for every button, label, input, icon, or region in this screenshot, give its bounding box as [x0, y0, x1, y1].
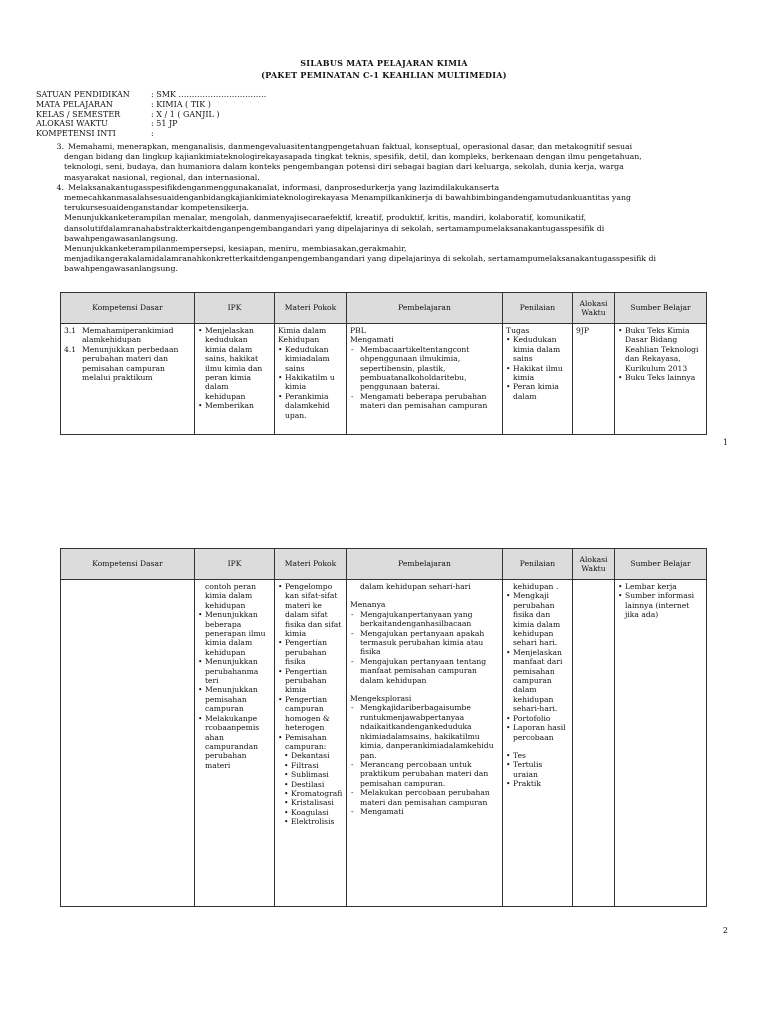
info-label: KOMPETENSI INTI: [36, 129, 116, 139]
list-item: • Melakukanpe rcobaanpemis ahan campurandan perubahan materi: [198, 714, 271, 770]
list-item: • Menunjukkan perubahanma teri: [198, 657, 271, 685]
cell-alokasi: 9JP: [573, 324, 615, 435]
list-item: • Filtrasi: [284, 761, 343, 770]
continued-text: kehidupan .: [513, 582, 559, 591]
ki-line: Memahami, menerapkan, menganalisis, danmengevaluasitentangpengetahuan faktual, konseptual, operasional dasar, dan metakognitif sesuai: [68, 142, 633, 151]
list-item: • Memberikan: [198, 401, 271, 410]
col-header-kd: Kompetensi Dasar: [61, 293, 195, 324]
info-row: [36, 90, 266, 100]
ki-line: Menunjukkanketerampilanmempersepsi, kesiapan, meniru, membiasakan,gerakmahir,: [64, 244, 407, 254]
materi-heading: Kimia dalam Kehidupan: [278, 326, 327, 345]
ki-line: masyarakat nasional, regional, dan internasional.: [64, 172, 260, 182]
model-label: PBL: [350, 326, 366, 335]
ki-line: menjadikangerakalamidalamranahkonkretterkaitdenganpengembangandari yang dipelajarinya di sekolah, sertamampumelaksanakantugasspesifik di: [64, 254, 656, 264]
list-item: • Elektrolisis: [284, 817, 343, 826]
syllabus-table: [60, 292, 707, 435]
cell-pembelajaran: [347, 580, 503, 907]
cell-materi: [275, 580, 347, 907]
col-header-sumber: Sumber Belajar: [615, 293, 707, 324]
list-item: • Menjelaskan manfaat dari pemisahan campuran dalam kehidupan sehari-hari.: [506, 648, 569, 714]
info-value: : 51 JP: [151, 119, 178, 129]
kd-number: 4.1: [64, 344, 77, 354]
list-item: • Hakikatilm u kimia: [278, 373, 343, 392]
cell-kd: [61, 580, 195, 907]
cell-ipk: [195, 580, 275, 907]
document-page-2: [0, 470, 768, 1024]
list-item: • Kedudukan kimia dalam sains: [506, 335, 569, 363]
cell-penilaian: [503, 580, 573, 907]
kd-text: Memahamiperankimiad alamkehidupan: [82, 326, 174, 345]
info-label: KELAS / SEMESTER: [36, 109, 121, 119]
col-header-materi: Materi Pokok: [275, 549, 347, 580]
kd-number: 3.1: [64, 326, 77, 335]
col-header-penilaian: Penilaian: [503, 549, 573, 580]
list-item: • Sumber informasi lainnya (internet jika ada): [618, 591, 703, 619]
ki-line: Melaksanakantugasspesifikdenganmenggunakanalat, informasi, danprosedurkerja yang lazimdilakukanserta: [68, 182, 500, 192]
col-header-ipk: IPK: [195, 549, 275, 580]
document-page-1: [0, 0, 768, 460]
col-header-penilaian: Penilaian: [503, 293, 573, 324]
cell-ipk: [195, 324, 275, 435]
list-item: • Kristalisasi: [284, 798, 343, 807]
cell-penilaian: [503, 324, 573, 435]
list-item: • Mengkaji perubahan fisika dan kimia dalam kehidupan sehari hari.: [506, 591, 569, 647]
info-value: : KIMIA ( TIK ): [151, 99, 211, 109]
continued-text: dalam kehidupan sehari-hari: [360, 582, 471, 591]
list-item: • Tes: [506, 751, 569, 760]
document-subtitle: (PAKET PEMINATAN C-1 KEAHLIAN MULTIMEDIA): [261, 70, 507, 80]
list-item: • Portofolio: [506, 714, 569, 723]
col-header-ipk: IPK: [195, 293, 275, 324]
info-label: ALOKASI WAKTU: [36, 119, 108, 129]
list-item: • Pengertian perubahan fisika: [278, 638, 343, 666]
ki-item-4: [36, 183, 736, 193]
list-item: • Lembar kerja: [618, 582, 703, 591]
table-row: [61, 580, 707, 907]
page-number: 2: [722, 926, 728, 935]
list-item: • Pemisahan campuran:: [278, 733, 343, 752]
ki-line: dengan bidang dan lingkup kajiankimiateknologirekayasapada tingkat teknis, spesifik, detil, dan kompleks, berkenaan dengan ilmu pengetahuan,: [64, 152, 642, 162]
table-row: [61, 324, 707, 435]
step-label: Mengeksplorasi: [350, 694, 412, 704]
list-item: • Sublimasi: [284, 770, 343, 779]
list-item: - Melakukan percobaan perubahan materi dan pemisahan campuran: [350, 788, 499, 807]
ki-line: Menunjukkanketerampilan menalar, mengolah, danmenyajisecaraefektif, kreatif, produktif, kritis, mandiri, kolaboratif, komunikatif,: [64, 213, 587, 223]
page-number: 1: [722, 438, 728, 447]
list-item: • Pengelompo kan sifat-sifat materi ke dalam sifat fisika dan sifat kimia: [278, 582, 343, 638]
info-row: [36, 110, 266, 120]
col-header-pembelajaran: Pembelajaran: [347, 549, 503, 580]
list-item: • Kromatografi: [284, 789, 343, 798]
list-item: - Mengamati beberapa perubahan materi dan pemisahan campuran: [350, 392, 499, 411]
list-item: - Membacaartikeltentangcont ohpenggunaan ilmukimia, sepertibensin, plastik, pembuatanalkoholdaritebu, penggunaan baterai.: [350, 345, 499, 392]
list-item: • Dekantasi: [284, 751, 343, 760]
info-row: [36, 119, 266, 129]
info-label: SATUAN PENDIDIKAN: [36, 90, 130, 99]
cell-materi: [275, 324, 347, 435]
list-item: - Merancang percobaan untuk praktikum perubahan materi dan pemisahan campuran.: [350, 760, 499, 788]
kd-text: Menunjukkan perbedaan perubahan materi dan pemisahan campuran melalui praktikum: [82, 344, 179, 383]
col-header-kd: Kompetensi Dasar: [61, 549, 195, 580]
list-item: • Buku Teks lainnya: [618, 373, 703, 382]
cell-kd: [61, 324, 195, 435]
ki-number: 4.: [56, 182, 64, 192]
document-title: SILABUS MATA PELAJARAN KIMIA: [300, 58, 468, 68]
kd-item: [64, 326, 191, 345]
info-row: [36, 100, 266, 110]
col-header-materi: Materi Pokok: [275, 293, 347, 324]
cell-alokasi: [573, 580, 615, 907]
ki-item-3: [36, 142, 736, 152]
info-value: : X / 1 ( GANJIL ): [151, 109, 220, 119]
identity-block: [36, 90, 266, 139]
cell-pembelajaran: [347, 324, 503, 435]
list-item: • Menunjukkan pemisahan campuran: [198, 685, 271, 713]
list-item: • Pengertian campuran homogen & heterogen: [278, 695, 343, 733]
col-header-pembelajaran: Pembelajaran: [347, 293, 503, 324]
list-item: • Buku Teks Kimia Dasar Bidang Keahlian Teknologi dan Rekayasa, Kurikulum 2013: [618, 326, 703, 373]
syllabus-table-continued: [60, 548, 707, 907]
step-label: Mengamati: [350, 335, 394, 345]
ki-line: memecahkanmasalahsesuaidenganbidangkajiankimiateknologirekayasa Menampilkankinerja di bawahbimbingandengamutudankuantitas yang: [64, 193, 631, 203]
info-value: :: [151, 129, 154, 139]
list-item: - Mengkajidariberbagaisumbe runtukmenjawabpertanyaa ndaikaitkandengankeduduka nkimiadalamsains, hakikatilmu kimia, danperankimiadalamkehidu pan.: [350, 703, 499, 759]
ki-line: teknologi, seni, budaya, dan humaniora dalam konteks pengembangan potensi diri sebagai bagian dari keluarga, sekolah, dunia kerja, warga: [64, 162, 624, 172]
list-item: • Menunjukkan beberapa penerapan ilmu kimia dalam kehidupan: [198, 610, 271, 657]
ki-line: bawahpengawasanlangsung.: [64, 264, 178, 274]
assessment-type: Tugas: [506, 326, 530, 335]
step-label: Menanya: [350, 600, 386, 610]
list-item: - Mengajukanpertanyaan yang berkaitandenganhasilbacaan: [350, 610, 499, 629]
list-item: • Kedudukan kimiadalam sains: [278, 345, 343, 373]
col-header-sumber: Sumber Belajar: [615, 549, 707, 580]
list-item: • Peran kimia dalam: [506, 382, 569, 401]
continued-text: contoh peran kimia dalam kehidupan: [205, 582, 257, 610]
list-item: • Tertulis uraian: [506, 760, 569, 779]
kd-item: [64, 345, 191, 383]
list-item: - Mengajukan pertanyaan tentang manfaat pemisahan campuran dalam kehidupan: [350, 657, 499, 685]
ki-number: 3.: [56, 142, 64, 151]
list-item: • Pengertian perubahan kimia: [278, 667, 343, 695]
list-item: • Praktik: [506, 779, 569, 788]
ki-line: bawahpengawasanlangsung.: [64, 233, 178, 243]
list-item: • Laporan hasil percobaan: [506, 723, 569, 742]
table-header-row: [61, 549, 707, 580]
kompetensi-inti-list: [36, 142, 736, 275]
list-item: • Koagulasi: [284, 808, 343, 817]
list-item: • Destilasi: [284, 780, 343, 789]
info-row: [36, 129, 266, 139]
info-value: : SMK ……………………………: [151, 90, 267, 99]
col-header-alokasi: Alokasi Waktu: [573, 293, 615, 324]
list-item: - Mengajukan pertanyaan apakah termasuk perubahan kimia atau fisika: [350, 629, 499, 657]
info-label: MATA PELAJARAN: [36, 99, 113, 109]
list-item: • Hakikat ilmu kimia: [506, 364, 569, 383]
col-header-alokasi: Alokasi Waktu: [573, 549, 615, 580]
ki-line: terukursesuaidenganstandar kompetensikerja.: [64, 203, 249, 213]
ki-line: dansolutifdalamranahabstrakterkaitdenganpengembangandari yang dipelajarinya di sekolah, sertamampumelaksanakantugasspesifik di: [64, 223, 605, 233]
cell-sumber: [615, 324, 707, 435]
cell-sumber: [615, 580, 707, 907]
list-item: - Mengamati: [350, 807, 499, 816]
table-header-row: [61, 293, 707, 324]
list-item: • Perankimia dalamkehid upan.: [278, 392, 343, 420]
list-item: • Menjelaskan kedudukan kimia dalam sains, hakikat ilmu kimia dan peran kimia dalam kehidupan: [198, 326, 271, 401]
